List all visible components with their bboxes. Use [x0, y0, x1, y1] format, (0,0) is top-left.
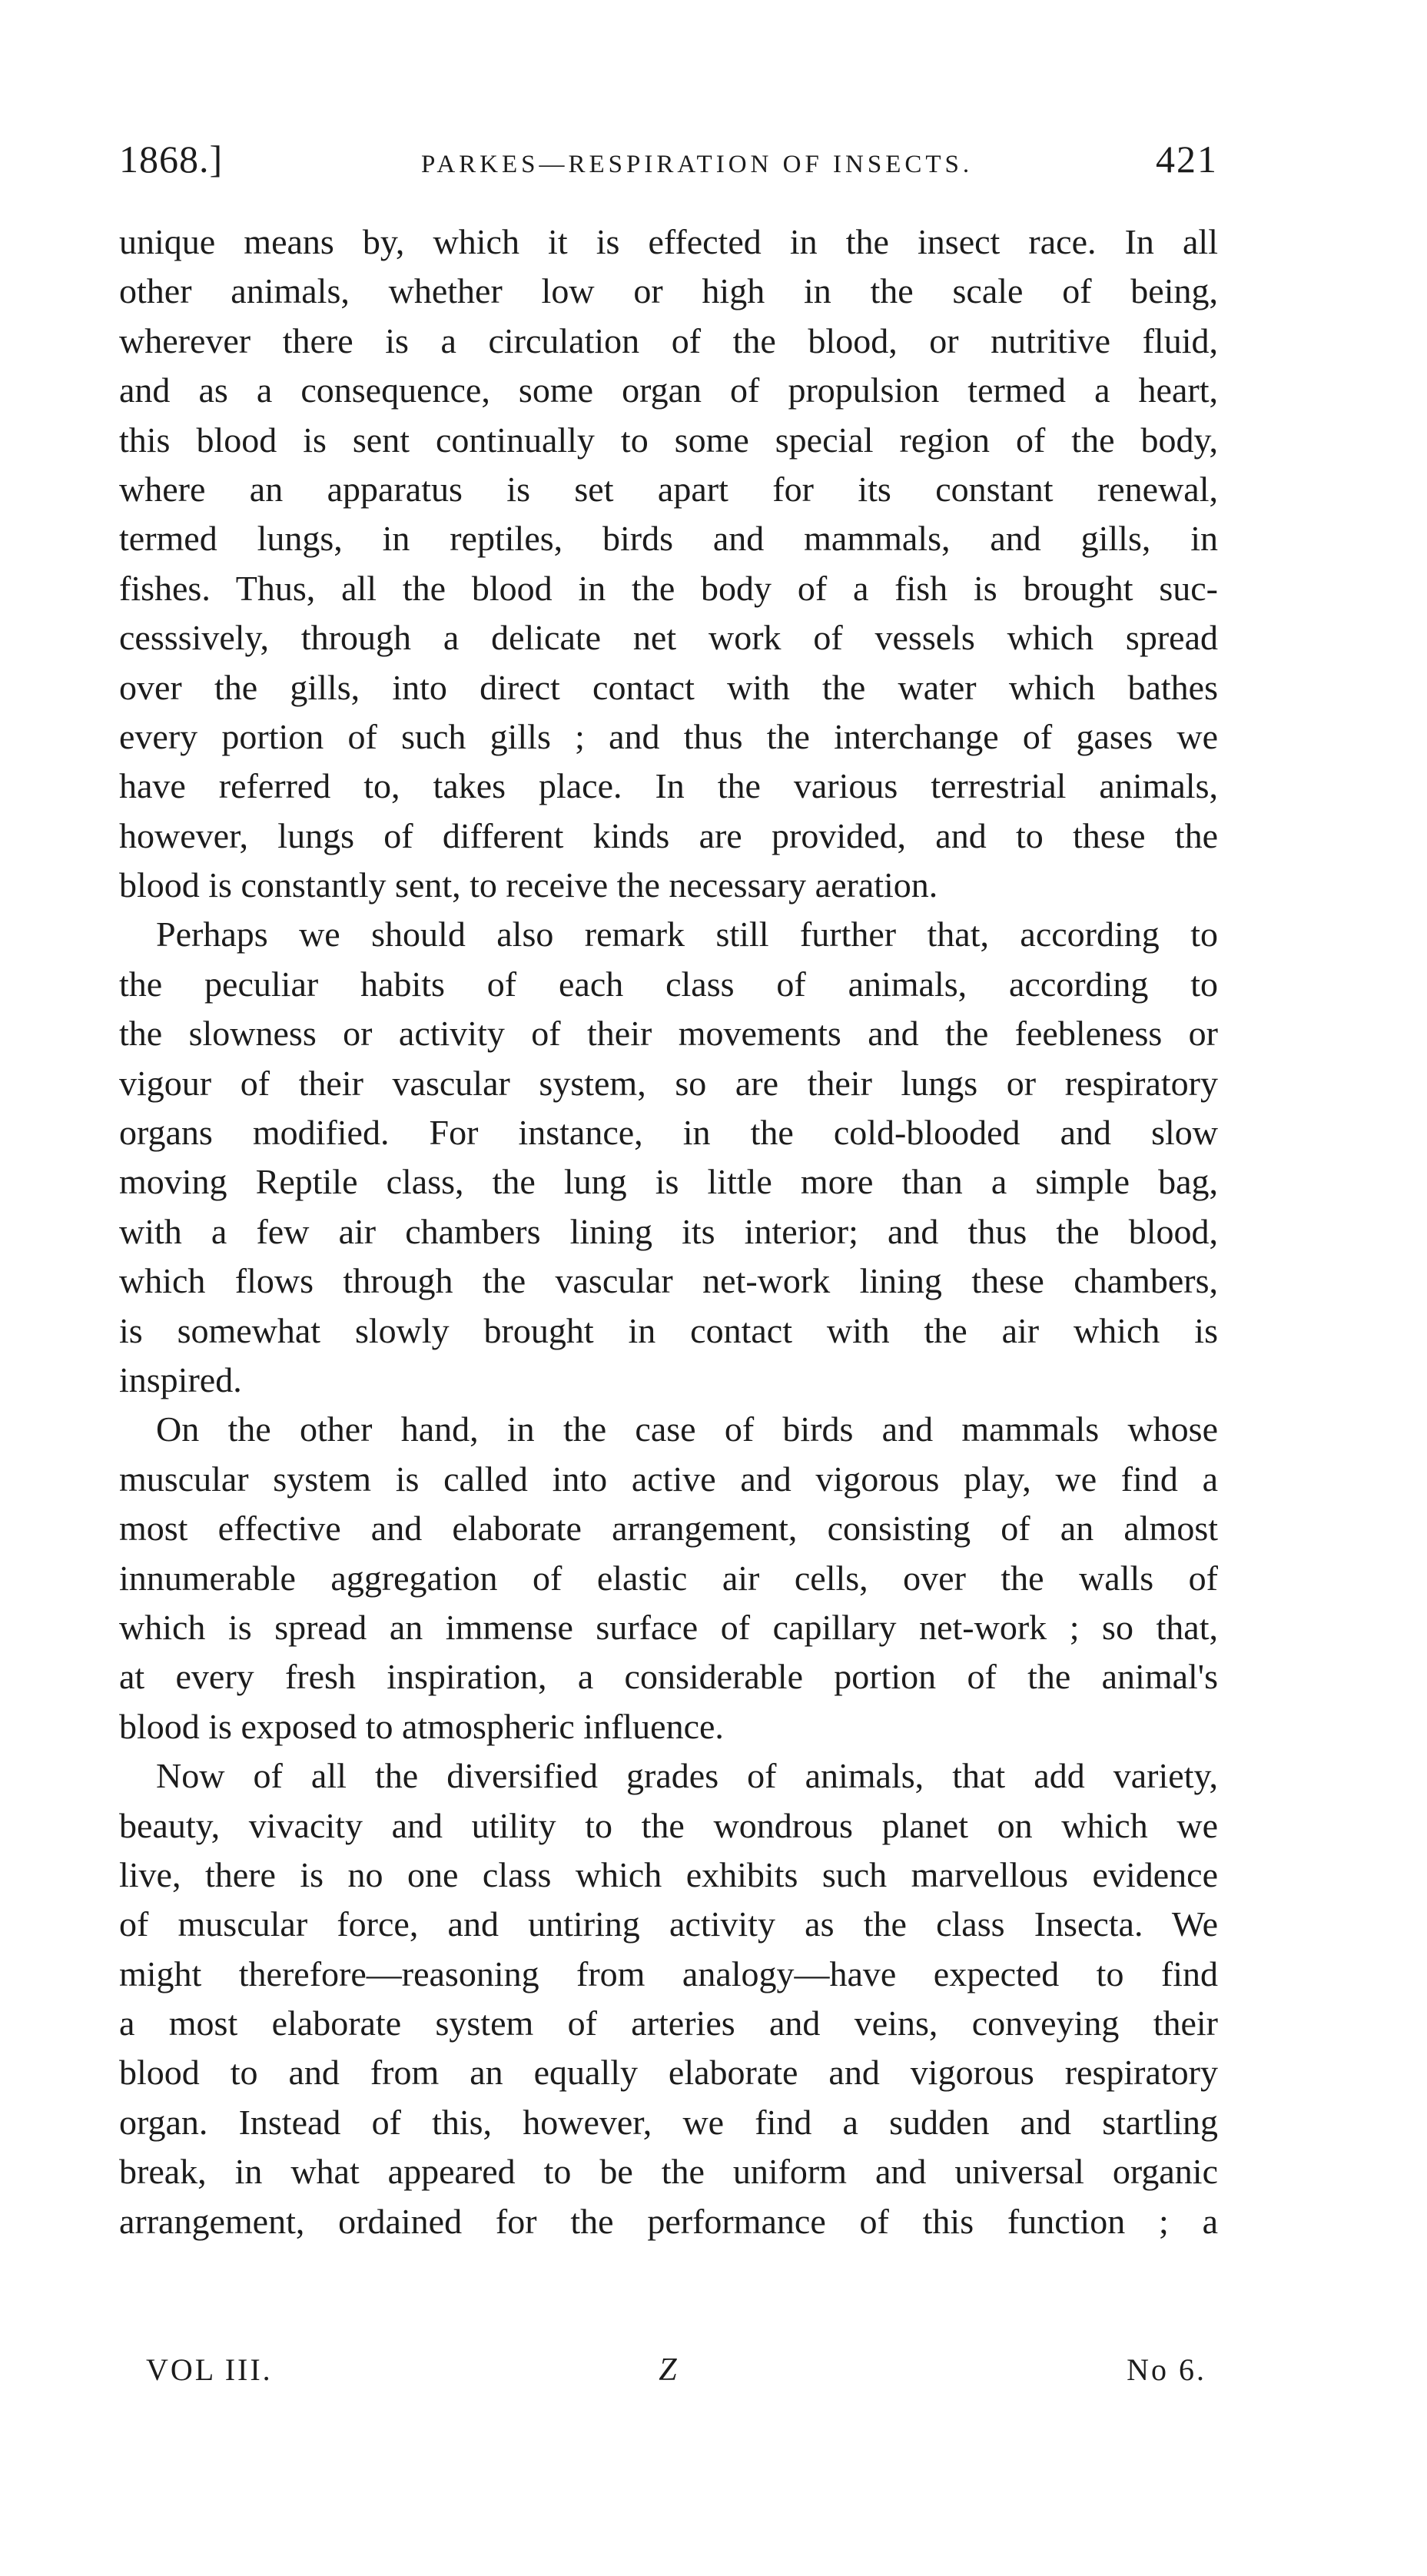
text-line: live, there is no one class which exhibits such marvellous evidence	[119, 1854, 1218, 1894]
text-line: this blood is sent continually to some special region of the body,	[119, 420, 1218, 460]
text-line: where an apparatus is set apart for its constant renewal,	[119, 469, 1218, 509]
text-line: break, in what appeared to be the uniform and universal organic	[119, 2152, 1218, 2192]
paragraph-start-line: Now of all the diversified grades of animals, that add variety,	[156, 1756, 1218, 1796]
text-line: the slowness or activity of their movements and the feebleness or	[119, 1014, 1218, 1054]
text-line: blood is constantly sent, to receive the necessary aeration.	[119, 865, 938, 905]
text-line: termed lungs, in reptiles, birds and mammals, and gills, in	[119, 519, 1218, 559]
page-footer	[146, 2352, 1206, 2405]
text-line: most effective and elaborate arrangement, consisting of an almost	[119, 1509, 1218, 1549]
text-line: blood to and from an equally elaborate and vigorous respiratory	[119, 2053, 1218, 2093]
text-line: organs modified. For instance, in the cold-blooded and slow	[119, 1113, 1218, 1153]
running-title: PARKES—RESPIRATION OF INSECTS.	[421, 151, 974, 178]
text-line: with a few air chambers lining its interior; and thus the blood,	[119, 1211, 1218, 1251]
text-line: over the gills, into direct contact with the water which bathes	[119, 667, 1218, 707]
text-line: is somewhat slowly brought in contact with the air which is	[119, 1310, 1218, 1350]
text-line: other animals, whether low or high in the scale of being,	[119, 271, 1218, 311]
text-line: fishes. Thus, all the blood in the body of a fish is brought suc-	[119, 568, 1218, 608]
body-text	[119, 217, 1218, 2246]
text-line: wherever there is a circulation of the blood, or nutritive fluid,	[119, 320, 1218, 360]
text-line: have referred to, takes place. In the various terrestrial animals,	[119, 766, 1218, 806]
text-line: which is spread an immense surface of capillary net-work ; so that,	[119, 1607, 1218, 1647]
text-line: blood is exposed to atmospheric influence.	[119, 1706, 724, 1746]
text-line: organ. Instead of this, however, we find a sudden and startling	[119, 2102, 1218, 2142]
text-line: arrangement, ordained for the performance of this function ; a	[119, 2201, 1218, 2241]
text-line: unique means by, which it is effected in the insect race. In all	[119, 222, 1218, 261]
running-head	[119, 137, 1218, 191]
text-line: a most elaborate system of arteries and veins, conveying their	[119, 2003, 1218, 2043]
text-line: might therefore—reasoning from analogy—have expected to find	[119, 1954, 1218, 1993]
text-line: every portion of such gills ; and thus the interchange of gases we	[119, 716, 1218, 756]
signature-mark: Z	[659, 2352, 679, 2388]
text-line: moving Reptile class, the lung is little more than a simple bag,	[119, 1162, 1218, 1202]
text-line: however, lungs of different kinds are provided, and to these the	[119, 815, 1218, 855]
page-number: 421	[1156, 138, 1218, 181]
text-line: cesssively, through a delicate net work of vessels which spread	[119, 618, 1218, 658]
text-line: which flows through the vascular net-work lining these chambers,	[119, 1261, 1218, 1301]
header-year: 1868.]	[119, 138, 224, 181]
volume-label: VOL III.	[146, 2352, 273, 2387]
text-line: of muscular force, and untiring activity as the class Insecta. We	[119, 1904, 1218, 1944]
text-line: vigour of their vascular system, so are their lungs or respiratory	[119, 1063, 1218, 1103]
text-line: innumerable aggregation of elastic air cells, over the walls of	[119, 1558, 1218, 1598]
text-line: muscular system is called into active and vigorous play, we find a	[119, 1459, 1218, 1499]
text-line: at every fresh inspiration, a considerable portion of the animal's	[119, 1657, 1218, 1697]
text-line: beauty, vivacity and utility to the wondrous planet on which we	[119, 1805, 1218, 1845]
paragraph-start-line: On the other hand, in the case of birds and mammals whose	[156, 1409, 1218, 1449]
paragraph-start-line: Perhaps we should also remark still further that, according to	[156, 915, 1218, 954]
text-line: inspired.	[119, 1359, 242, 1399]
issue-number: No 6.	[1127, 2352, 1206, 2387]
text-line: the peculiar habits of each class of animals, according to	[119, 964, 1218, 1004]
text-line: and as a consequence, some organ of propulsion termed a heart,	[119, 370, 1218, 410]
